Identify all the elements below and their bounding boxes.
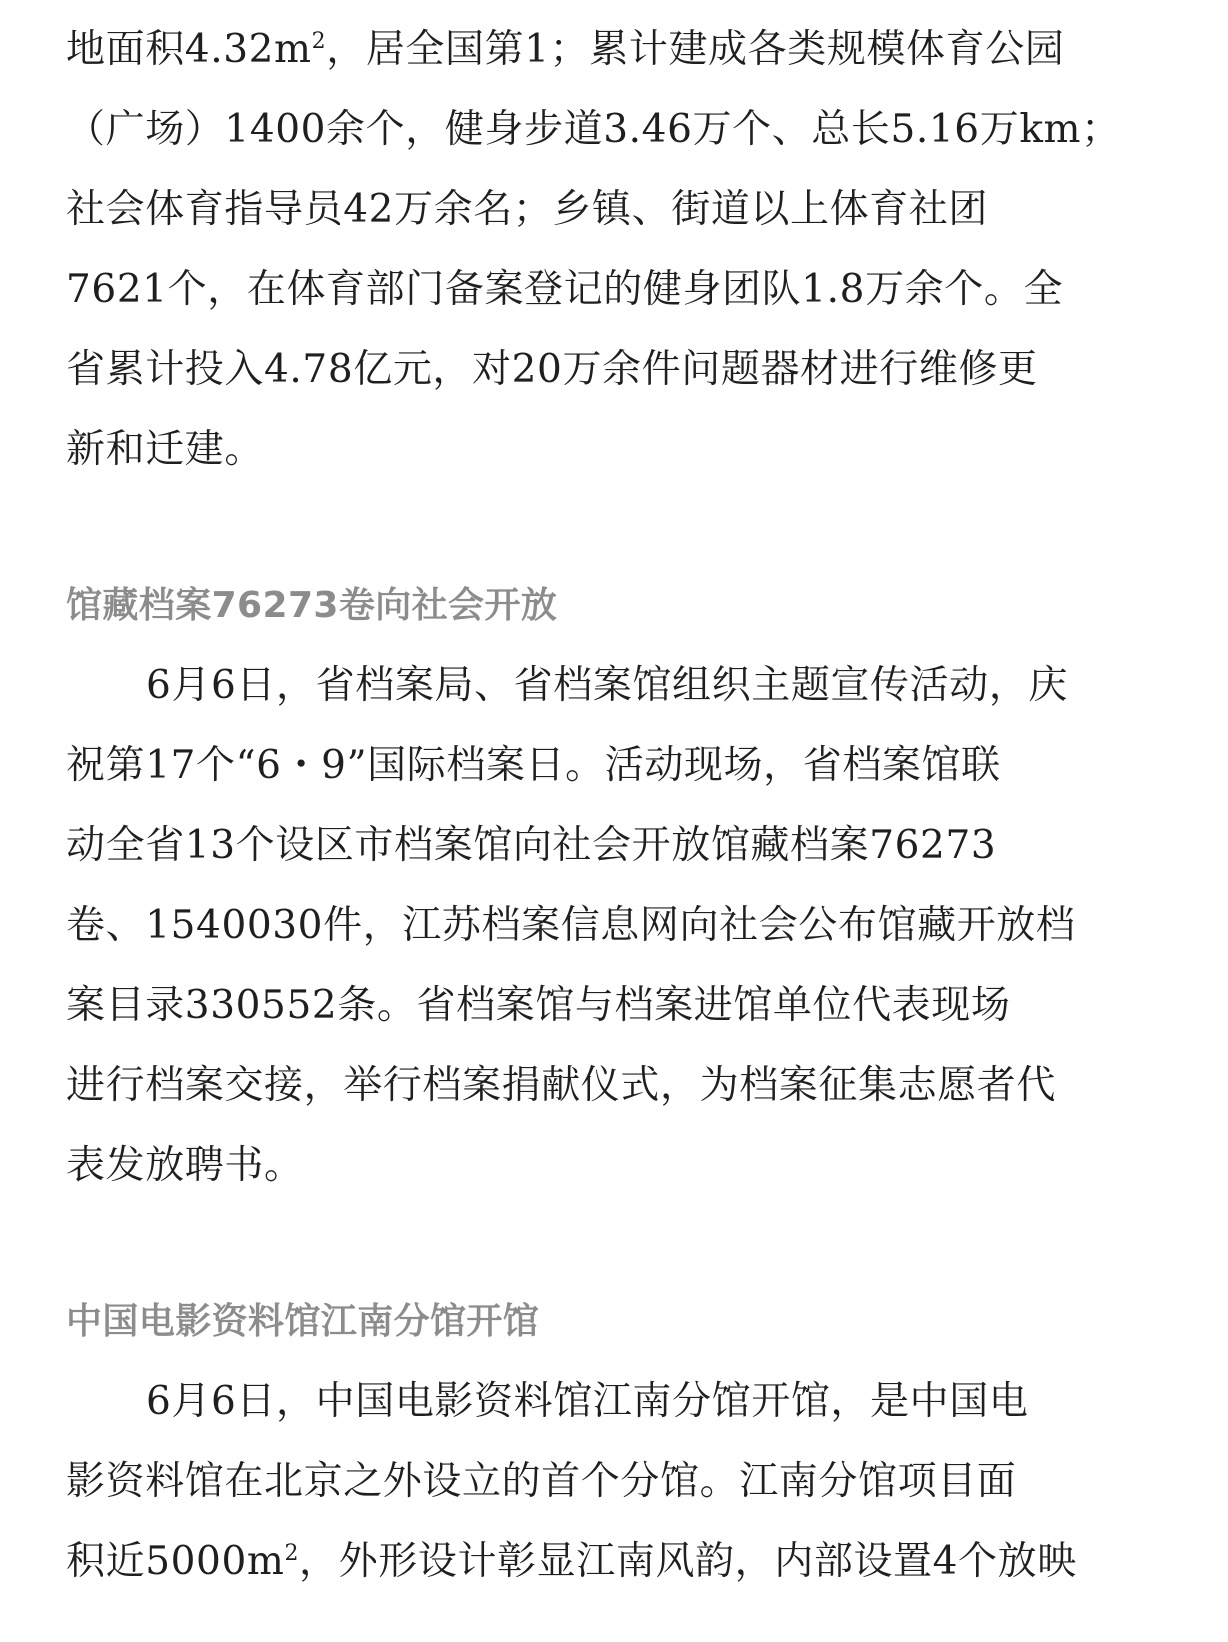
- body-line: 表发放聘书。: [66, 1143, 304, 1188]
- body-line: 地面积$4.32m^2$，居全国第1；累计建成各类规模体育公园: [66, 27, 1065, 72]
- section-heading: 中国电影资料馆江南分馆开馆: [66, 1301, 540, 1342]
- body-line: 积近$5000m^2$，外形设计彰显江南风韵，内部设置4个放映: [66, 1539, 1077, 1584]
- body-line: 动全省13个设区市档案馆向社会开放馆藏档案76273: [66, 823, 997, 868]
- body-line: 社会体育指导员42万余名；乡镇、街道以上体育社团: [66, 187, 989, 232]
- body-line: 6月6日，省档案局、省档案馆组织主题宣传活动，庆: [146, 663, 1069, 708]
- body-line: 6月6日，中国电影资料馆江南分馆开馆，是中国电: [146, 1379, 1029, 1424]
- body-line: 案目录330552条。省档案馆与档案进馆单位代表现场: [66, 983, 1011, 1028]
- body-line: 省累计投入4.78亿元，对20万余件问题器材进行维修更: [66, 347, 1038, 392]
- body-line: 影资料馆在北京之外设立的首个分馆。江南分馆项目面: [66, 1459, 1017, 1504]
- body-line: 新和迁建。: [66, 427, 265, 472]
- body-line: 进行档案交接，举行档案捐献仪式，为档案征集志愿者代: [66, 1063, 1057, 1108]
- body-line: 祝第17个“6・9”国际档案日。活动现场，省档案馆联: [66, 743, 1001, 788]
- section-heading: 馆藏档案76273卷向社会开放: [66, 585, 558, 626]
- body-line: 卷、1540030件，江苏档案信息网向社会公布馆藏开放档: [66, 903, 1076, 948]
- body-line: 7621个，在体育部门备案登记的健身团队1.8万余个。全: [66, 267, 1064, 312]
- body-line: （广场）1400余个，健身步道3.46万个、总长5.16万km；: [66, 107, 1121, 152]
